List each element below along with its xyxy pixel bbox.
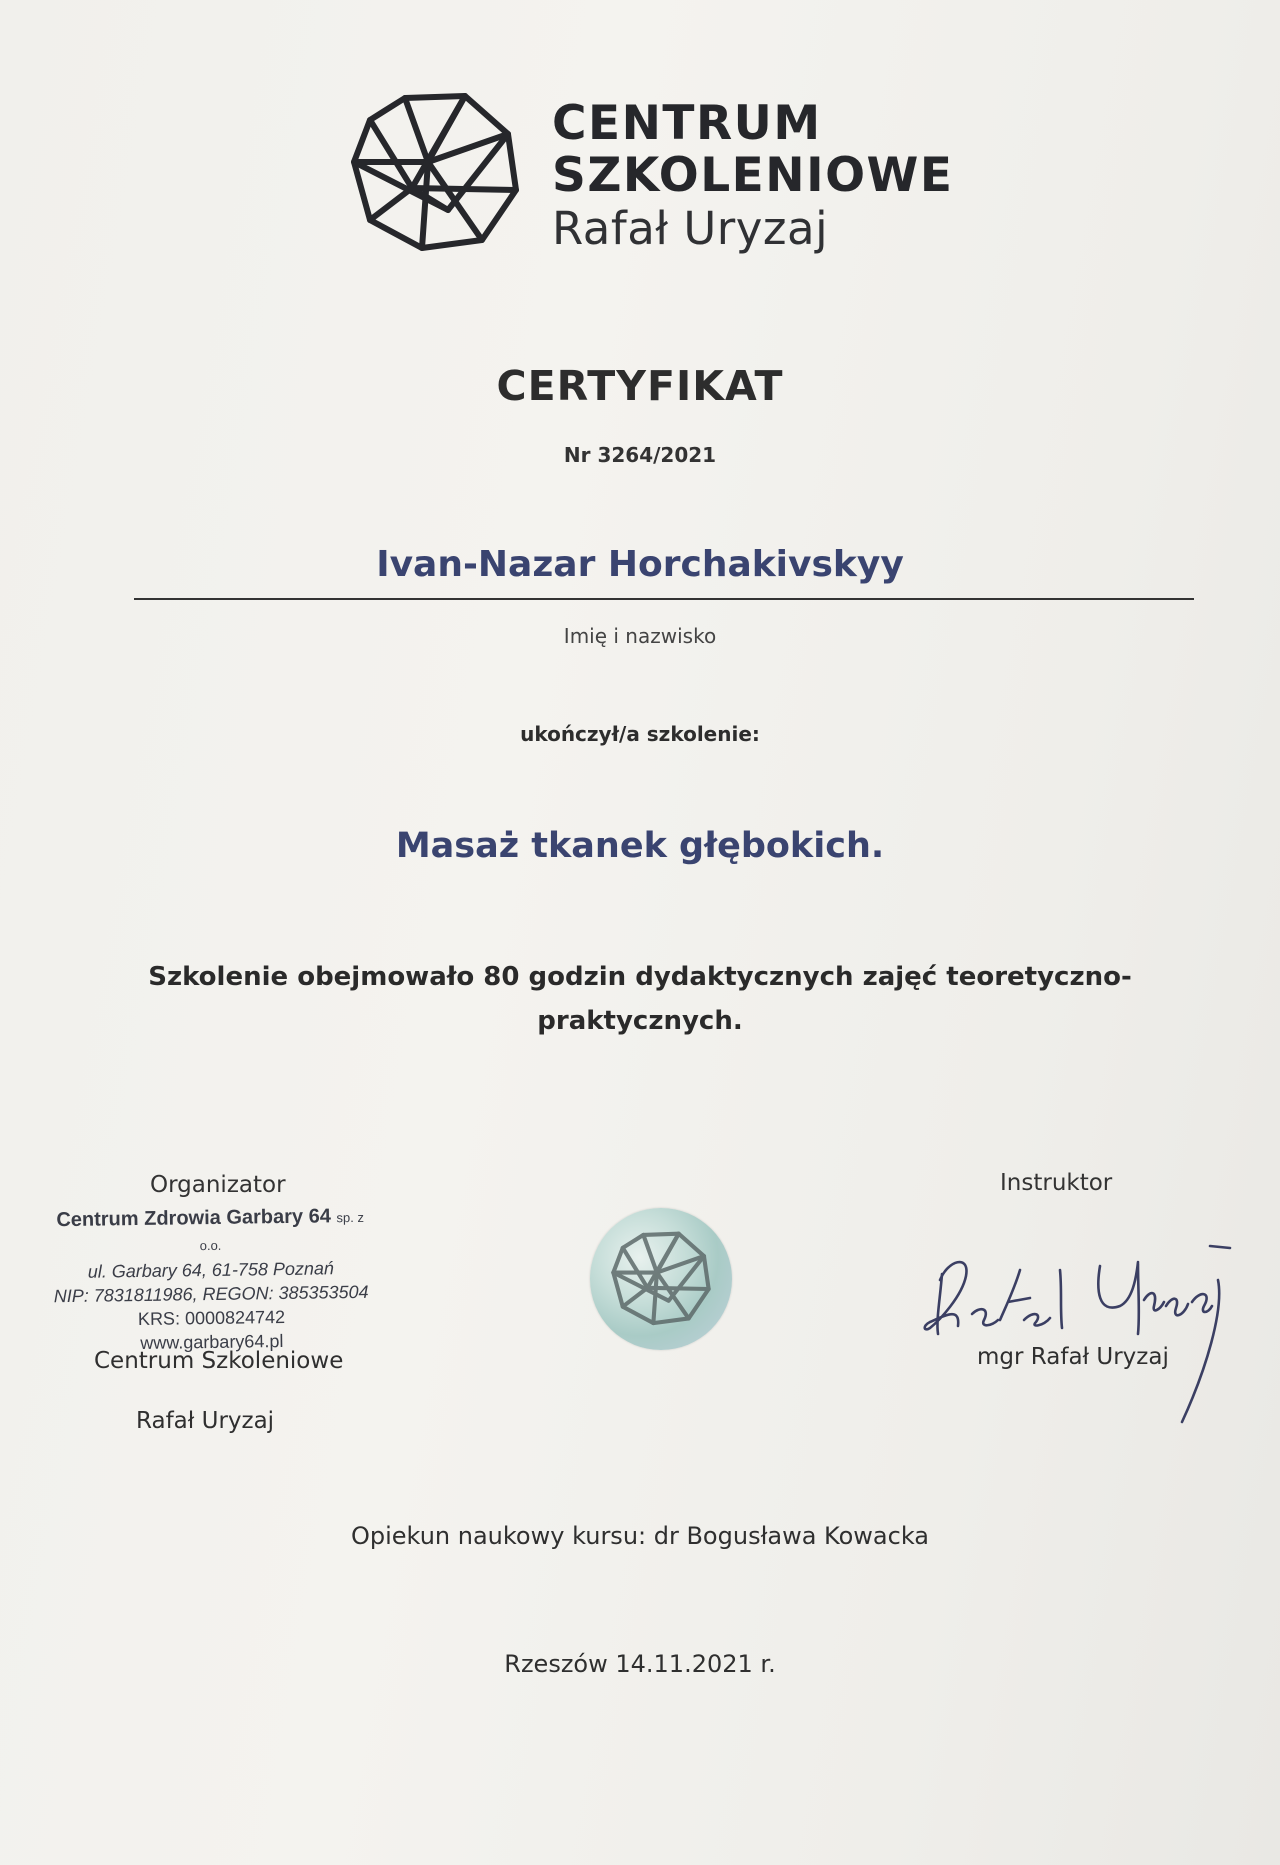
certificate-number: Nr 3264/2021 bbox=[563, 443, 717, 467]
brand-line1: CENTRUM bbox=[552, 96, 822, 151]
stamp-address: ul. Garbary 64, 61-758 Poznań bbox=[87, 1258, 335, 1282]
recipient-name: Ivan-Nazar Horchakivskyy bbox=[376, 544, 904, 585]
stamp-company-suffix: sp. z o.o. bbox=[199, 1209, 365, 1254]
organizer-heading: Organizator bbox=[150, 1172, 286, 1198]
description-line2: praktycznych. bbox=[537, 1006, 743, 1036]
course-description bbox=[0, 955, 1280, 1043]
instructor-heading: Instruktor bbox=[1000, 1170, 1113, 1196]
name-underline bbox=[134, 598, 1194, 600]
name-label: Imię i nazwisko bbox=[563, 624, 717, 648]
octagon-geometric-logo-icon bbox=[350, 92, 520, 254]
stamp-company bbox=[45, 1204, 376, 1261]
description-line1: Szkolenie obejmowało 80 godzin dydaktycznych zajęć teoretyczno- bbox=[148, 962, 1132, 992]
organizer-person: Rafał Uryzaj bbox=[136, 1408, 275, 1434]
completed-label: ukończył/a szkolenie: bbox=[520, 722, 760, 746]
stamp-website: www.garbary64.pl bbox=[140, 1330, 284, 1353]
place-and-date: Rzeszów 14.11.2021 r. bbox=[504, 1650, 776, 1678]
brand-line2: SZKOLENIOWE bbox=[552, 148, 954, 203]
holographic-seal-icon bbox=[590, 1208, 732, 1350]
course-name: Masaż tkanek głębokich. bbox=[395, 826, 885, 866]
organizer-stamp bbox=[45, 1204, 377, 1357]
organizer-centre: Centrum Szkoleniowe bbox=[94, 1348, 344, 1374]
certificate-title: CERTYFIKAT bbox=[496, 362, 784, 410]
stamp-tax-ids: NIP: 7831811986, REGON: 385353504 bbox=[53, 1281, 369, 1307]
brand-name bbox=[552, 98, 953, 256]
stamp-company-name: Centrum Zdrowia Garbary 64 bbox=[56, 1205, 332, 1232]
course-supervisor: Opiekun naukowy kursu: dr Bogusława Kowacka bbox=[350, 1522, 929, 1550]
handwritten-signature-icon bbox=[900, 1210, 1240, 1430]
instructor-name: mgr Rafał Uryzaj bbox=[977, 1344, 1169, 1370]
brand-line3: Rafał Uryzaj bbox=[552, 202, 829, 255]
stamp-krs: KRS: 0000824742 bbox=[137, 1306, 286, 1330]
